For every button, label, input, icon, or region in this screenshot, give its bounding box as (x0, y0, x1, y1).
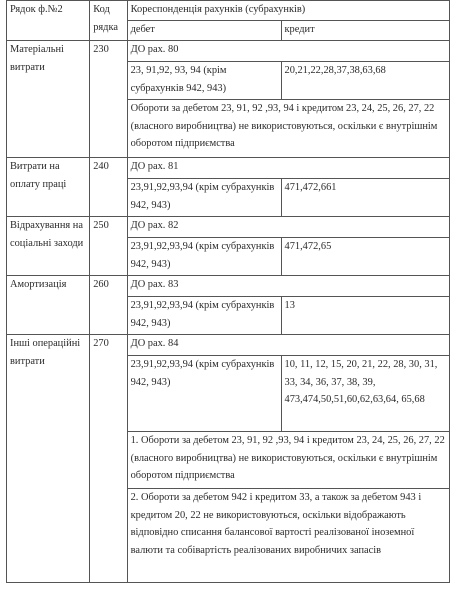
row-name: Витрати на оплату праці (7, 158, 90, 217)
row-name: Матеріальні витрати (7, 41, 90, 158)
row-credit: 20,21,22,28,37,38,63,68 (281, 62, 450, 100)
header-row-name: Рядок ф.№2 (7, 1, 90, 41)
row-debit: 23,91,92,93,94 (крім субрахунків 942, 943) (127, 297, 281, 335)
header-correspondence: Кореспонденція рахунків (субрахунків) (127, 1, 449, 21)
row-note: 2. Обороти за дебетом 942 і кредитом 33, а також за дебетом 943 і кредитом 20, 22 не використовуються, оскільки відображають відповідно списання балансової вартості реалізованої іноземної валюти та собівартість реалізованих виробничих запасів (127, 489, 449, 583)
row-do: ДО рах. 80 (127, 41, 449, 62)
table-row (7, 41, 450, 62)
row-code: 270 (90, 335, 127, 583)
row-do: ДО рах. 84 (127, 335, 449, 356)
table-row (7, 276, 450, 297)
row-code: 250 (90, 217, 127, 276)
header-code: Код рядка (90, 1, 127, 41)
row-note: 1. Обороти за дебетом 23, 91, 92 ,93, 94 і кредитом 23, 24, 25, 26, 27, 22 (власного виробництва) не використовуються, оскільки є внутрішнім оборотом підприємства (127, 432, 449, 489)
row-code: 230 (90, 41, 127, 158)
row-debit: 23,91,92,93,94 (крім субрахунків 942, 943) (127, 356, 281, 432)
row-code: 240 (90, 158, 127, 217)
row-note: Обороти за дебетом 23, 91, 92 ,93, 94 і кредитом 23, 24, 25, 26, 27, 22 (власного виробництва) не використовуються, оскільки є внутрішнім оборотом підприємства (127, 100, 449, 158)
correspondence-table (6, 0, 450, 583)
row-debit: 23,91,92,93,94 (крім субрахунків 942, 943) (127, 179, 281, 217)
document-page (6, 0, 450, 583)
row-credit: 10, 11, 12, 15, 20, 21, 22, 28, 30, 31, 33, 34, 36, 37, 38, 39, 473,474,50,51,60,62,63,64, 65,68 (281, 356, 450, 432)
row-do: ДО рах. 83 (127, 276, 449, 297)
row-credit: 471,472,661 (281, 179, 450, 217)
row-credit: 471,472,65 (281, 238, 450, 276)
row-name: Відрахування на соціальні заходи (7, 217, 90, 276)
table-row (7, 217, 450, 238)
header-credit: кредит (281, 21, 450, 41)
row-name: Інші операційні витрати (7, 335, 90, 583)
row-debit: 23, 91,92, 93, 94 (крім субрахунків 942, 943) (127, 62, 281, 100)
table-row (7, 335, 450, 356)
row-debit: 23,91,92,93,94 (крім субрахунків 942, 943) (127, 238, 281, 276)
table-row (7, 158, 450, 179)
row-code: 260 (90, 276, 127, 335)
row-credit: 13 (281, 297, 450, 335)
row-do: ДО рах. 81 (127, 158, 449, 179)
header-debit: дебет (127, 21, 281, 41)
row-name: Амортизація (7, 276, 90, 335)
header-row (7, 1, 450, 21)
row-do: ДО рах. 82 (127, 217, 449, 238)
